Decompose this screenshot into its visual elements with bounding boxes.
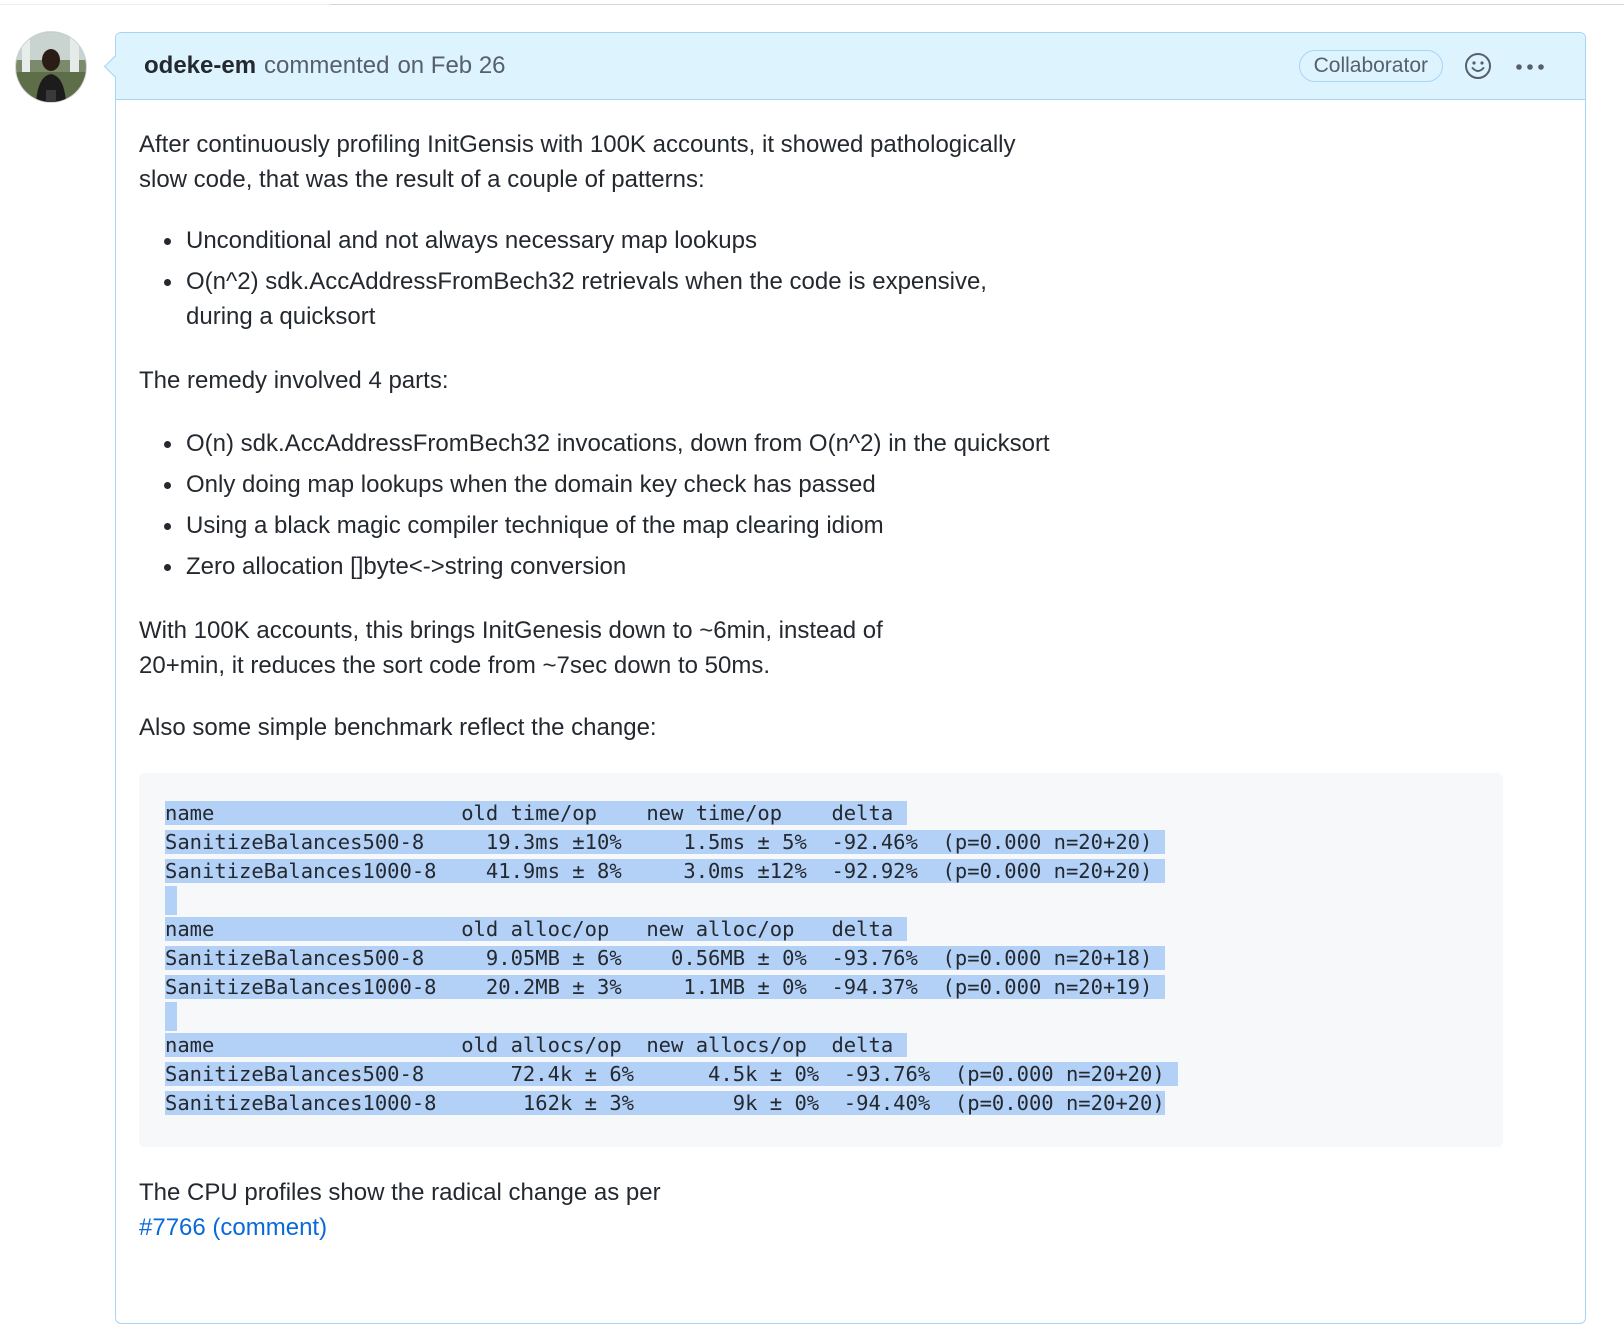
author-link[interactable]: odeke-em: [144, 52, 257, 79]
list-item: Only doing map lookups when the domain key check has passed: [164, 467, 1164, 502]
kebab-horizontal-icon: [1515, 63, 1545, 71]
code-line: SanitizeBalances500-8 72.4k ± 6% 4.5k ± 0% -93.76% (p=0.000 n=20+20): [165, 1060, 1178, 1089]
avatar[interactable]: [16, 32, 86, 102]
comment-action: commented: [264, 52, 390, 79]
list-item: Unconditional and not always necessary map lookups: [164, 223, 1064, 258]
list-item: Zero allocation []byte<->string conversion: [164, 549, 1164, 584]
code-block[interactable]: [139, 773, 1503, 1147]
paragraph-text: The CPU profiles show the radical change as per: [139, 1179, 661, 1206]
list-item: O(n) sdk.AccAddressFromBech32 invocations, down from O(n^2) in the quicksort: [164, 426, 1164, 461]
code-line: SanitizeBalances500-8 19.3ms ±10% 1.5ms ± 5% -92.46% (p=0.000 n=20+20): [165, 828, 1178, 857]
avatar-image: [16, 32, 86, 102]
paragraph: After continuously profiling InitGensis with 100K accounts, it showed pathologically slow code, that was the result of a couple of patterns:: [139, 131, 1016, 193]
paragraph: With 100K accounts, this brings InitGenesis down to ~6min, instead of 20+min, it reduces the sort code from ~7sec down to 50ms.: [139, 617, 883, 679]
list-item: Using a black magic compiler technique of the map clearing idiom: [164, 508, 1164, 543]
code-lines: [165, 799, 1178, 1118]
divider: [330, 0, 1624, 5]
code-line: [165, 886, 1178, 915]
paragraph: [139, 1175, 661, 1245]
code-line: SanitizeBalances1000-8 41.9ms ± 8% 3.0ms ±12% -92.92% (p=0.000 n=20+20): [165, 857, 1178, 886]
comment-box: [115, 32, 1586, 1324]
code-line: name old time/op new time/op delta: [165, 799, 1178, 828]
code-line: name old alloc/op new alloc/op delta: [165, 915, 1178, 944]
code-line: SanitizeBalances1000-8 20.2MB ± 3% 1.1MB ± 0% -94.37% (p=0.000 n=20+19): [165, 973, 1178, 1002]
code-line: name old allocs/op new allocs/op delta: [165, 1031, 1178, 1060]
add-reaction-button[interactable]: [1463, 51, 1493, 81]
comment-header: [116, 33, 1585, 100]
list-item: O(n^2) sdk.AccAddressFromBech32 retrievals when the code is expensive, during a quicksort: [164, 264, 1016, 334]
paragraph: The remedy involved 4 parts:: [139, 367, 449, 394]
paragraph: Also some simple benchmark reflect the change:: [139, 714, 657, 741]
smiley-icon: [1464, 52, 1492, 80]
code-line: SanitizeBalances500-8 9.05MB ± 6% 0.56MB ± 0% -93.76% (p=0.000 n=20+18): [165, 944, 1178, 973]
issue-link[interactable]: #7766 (comment): [139, 1214, 328, 1241]
role-badge: Collaborator: [1299, 50, 1443, 82]
code-line: [165, 1002, 1178, 1031]
comment-date[interactable]: on Feb 26: [397, 52, 506, 79]
bullet-list: [164, 223, 1064, 340]
tab-underline: [0, 0, 330, 5]
code-line: SanitizeBalances1000-8 162k ± 3% 9k ± 0% -94.40% (p=0.000 n=20+20): [165, 1091, 1165, 1115]
bullet-list: [164, 426, 1164, 590]
more-options-button[interactable]: [1515, 48, 1545, 84]
